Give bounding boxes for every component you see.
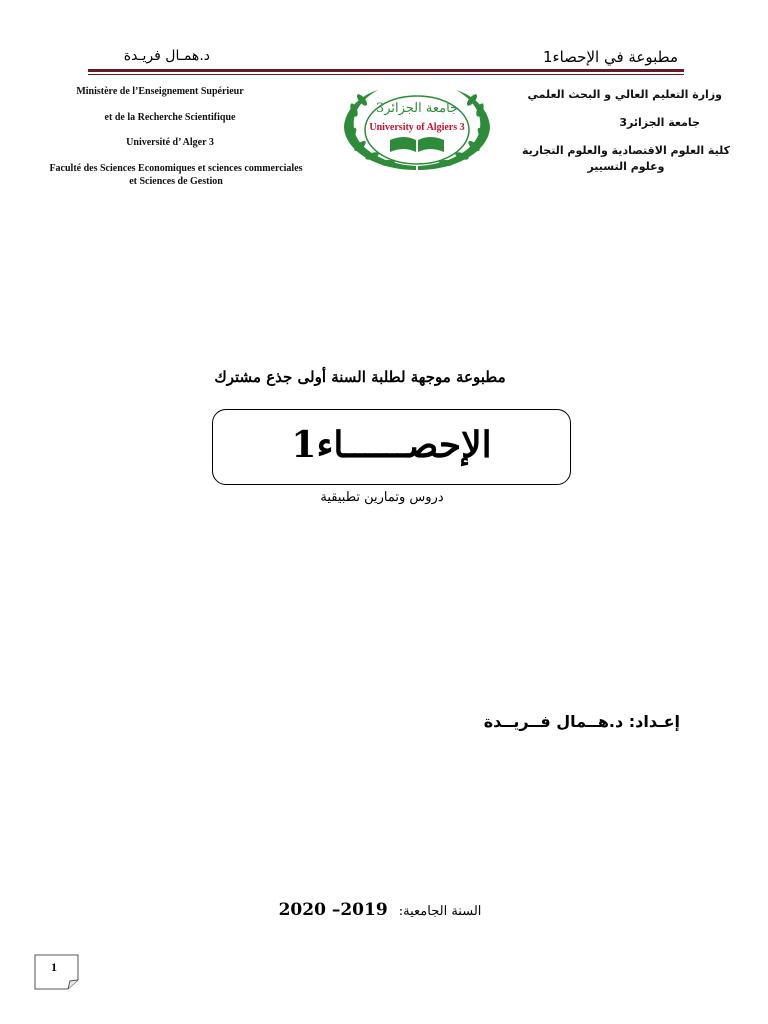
academic-year: [250, 900, 510, 920]
logo-arabic-text: جامعة الجزائر3: [375, 101, 459, 116]
cover-title: الإحصــــــاء1: [291, 424, 492, 466]
header-divider-thin: [88, 74, 684, 75]
academic-year-value: 2019– 2020: [278, 900, 388, 920]
fr-faculty: [36, 162, 316, 188]
university-logo: [338, 86, 496, 174]
fr-faculty-line1: Faculté des Sciences Economiques et sciences commerciales: [49, 163, 303, 174]
ar-faculty-line1: كلية العلوم الاقتصادية والعلوم التجارية: [522, 144, 730, 157]
academic-year-label: السنة الجامعية:: [398, 904, 482, 919]
header-author-name: د.همـال فريـدة: [123, 48, 210, 64]
page-number: 1: [51, 960, 57, 974]
fr-university: Université d’ Alger 3: [126, 137, 214, 148]
header-course-title: مطبوعة في الإحصاء1: [543, 48, 678, 66]
cover-subtitle: دروس وتمارين تطبيقية: [320, 490, 444, 505]
ar-faculty: [520, 143, 732, 175]
ar-ministry: وزارة التعليم العالي و البحث العلمي: [527, 88, 722, 101]
header-divider: [88, 69, 684, 72]
fr-faculty-line2: et Sciences de Gestion: [129, 176, 223, 187]
fr-ministry-line1: Ministère de l’Enseignement Supérieur: [76, 86, 244, 97]
author-credit: إعـداد: د.هــمال فــريــدة: [483, 712, 680, 731]
fr-ministry-line2: et de la Recherche Scientifique: [104, 112, 236, 123]
cover-audience-line: مطبوعة موجهة لطلبة السنة أولى جذع مشترك: [214, 368, 506, 386]
ar-faculty-line2: وعلوم التسيير: [587, 160, 665, 173]
ar-university: جامعة الجزائر3: [619, 116, 700, 129]
logo-english-text: University of Algiers 3: [369, 122, 465, 133]
